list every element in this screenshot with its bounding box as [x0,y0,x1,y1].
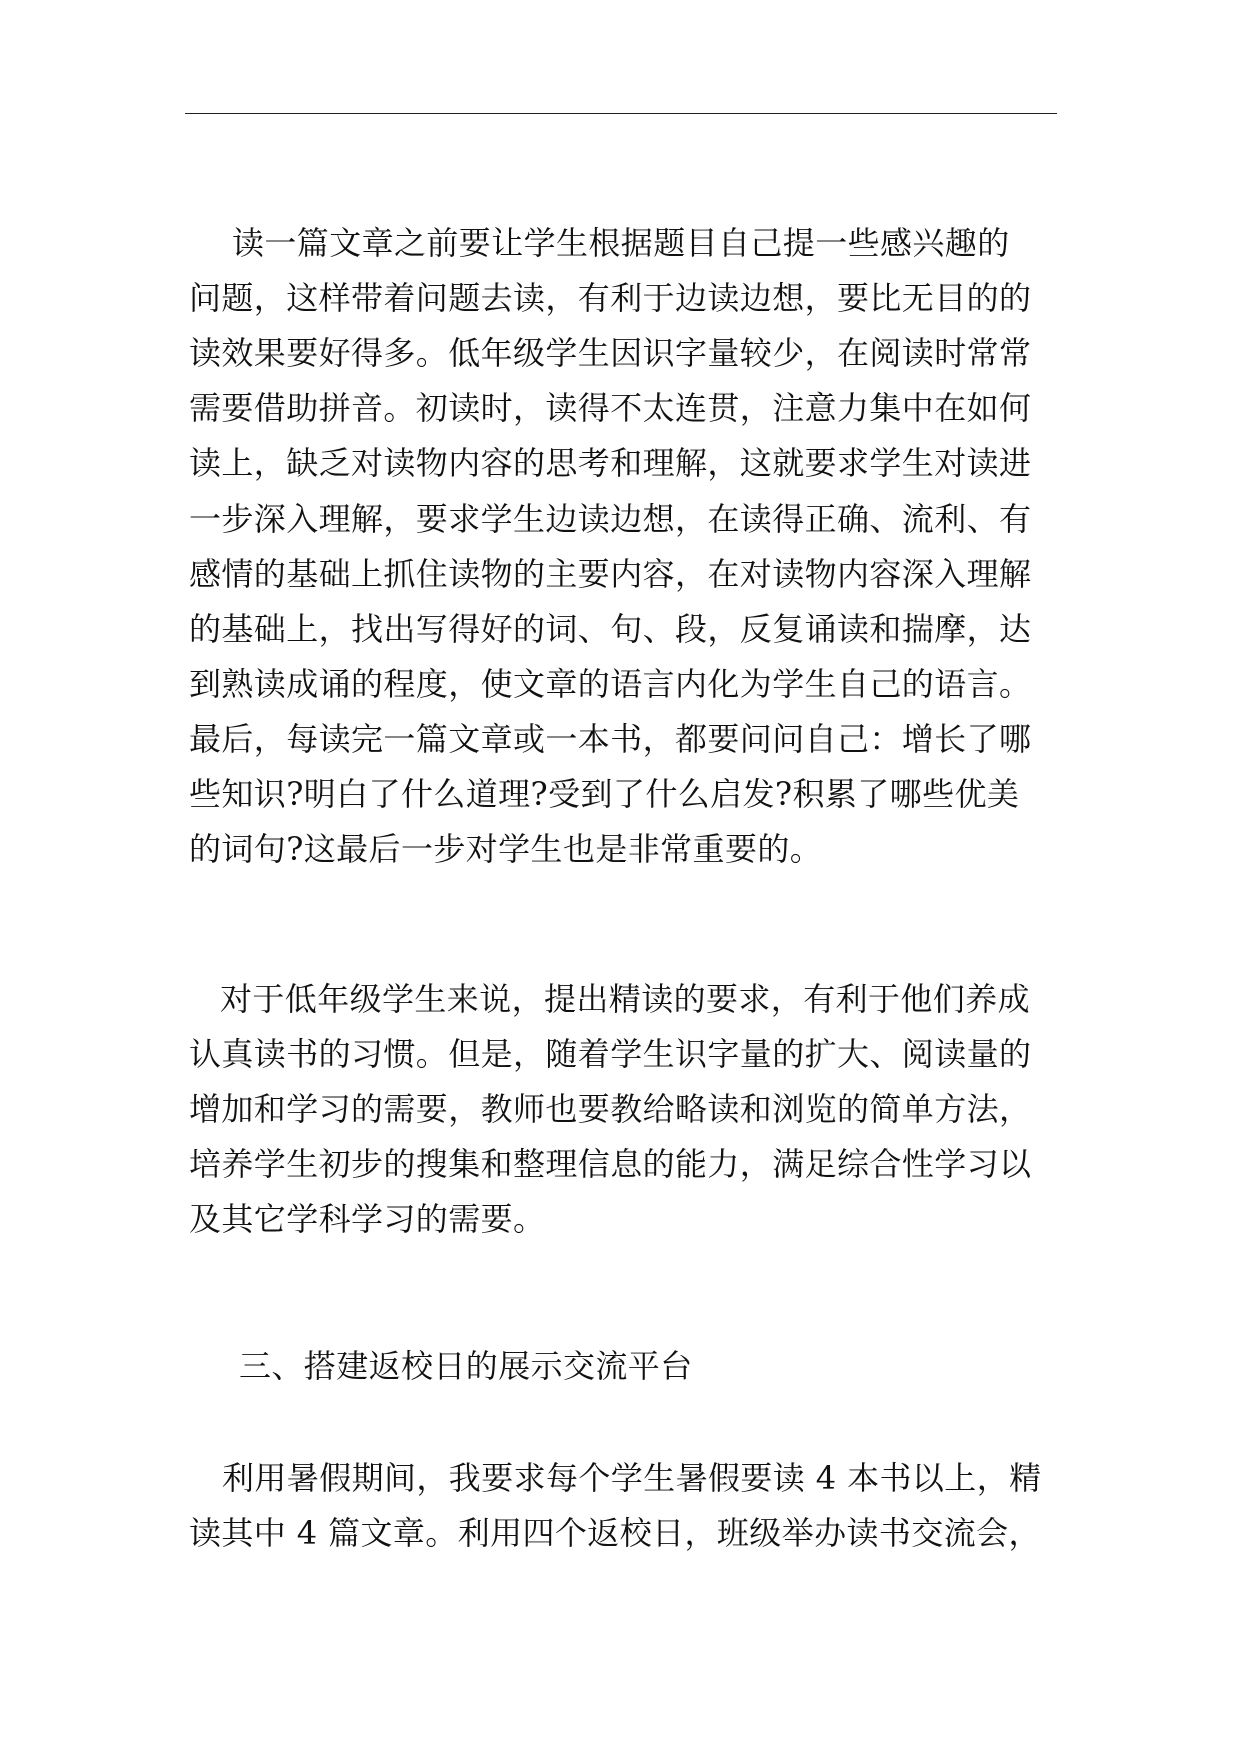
paragraph-1-line-4: 需要借助拼音。初读时，读得不太连贯，注意力集中在如何 [189,389,1032,427]
paragraph-1-line-3: 读效果要好得多。低年级学生因识字量较少，在阅读时常常 [189,334,1032,372]
paragraph-1-line-5: 读上，缺乏对读物内容的思考和理解，这就要求学生对读进 [189,444,1032,482]
paragraph-1-line-9: 到熟读成诵的程度，使文章的语言内化为学生自己的语言。 [189,665,1032,703]
paragraph-2-line-1: 对于低年级学生来说，提出精读的要求，有利于他们养成 [220,980,1031,1018]
paragraph-1-line-11: 些知识?明白了什么道理?受到了什么启发?积累了哪些优美 [189,775,1020,813]
paragraph-4-line-2: 读其中 4 篇文章。利用四个返校日，班级举办读书交流会， [189,1514,1041,1552]
section-heading: 三、搭建返校日的展示交流平台 [239,1347,693,1385]
paragraph-1-line-12: 的词句?这最后一步对学生也是非常重要的。 [189,830,823,868]
header-rule [185,113,1057,114]
paragraph-4-line-1: 利用暑假期间，我要求每个学生暑假要读 4 本书以上，精 [222,1459,1042,1497]
paragraph-2-line-2: 认真读书的习惯。但是，随着学生识字量的扩大、阅读量的 [189,1035,1032,1073]
paragraph-1-line-10: 最后，每读完一篇文章或一本书，都要问问自己：增长了哪 [189,720,1032,758]
paragraph-2-line-5: 及其它学科学习的需要。 [189,1200,546,1238]
paragraph-1-line-6: 一步深入理解，要求学生边读边想，在读得正确、流利、有 [189,500,1032,538]
paragraph-2-line-3: 增加和学习的需要，教师也要教给略读和浏览的简单方法， [189,1090,1032,1128]
paragraph-1-line-8: 的基础上，找出写得好的词、句、段，反复诵读和揣摩，达 [189,610,1032,648]
paragraph-1-line-7: 感情的基础上抓住读物的主要内容，在对读物内容深入理解 [189,555,1032,593]
paragraph-1-line-1: 读一篇文章之前要让学生根据题目自己提一些感兴趣的 [232,224,1010,262]
paragraph-1-line-2: 问题，这样带着问题去读，有利于边读边想，要比无目的的 [189,279,1032,317]
paragraph-2-line-4: 培养学生初步的搜集和整理信息的能力，满足综合性学习以 [189,1145,1032,1183]
